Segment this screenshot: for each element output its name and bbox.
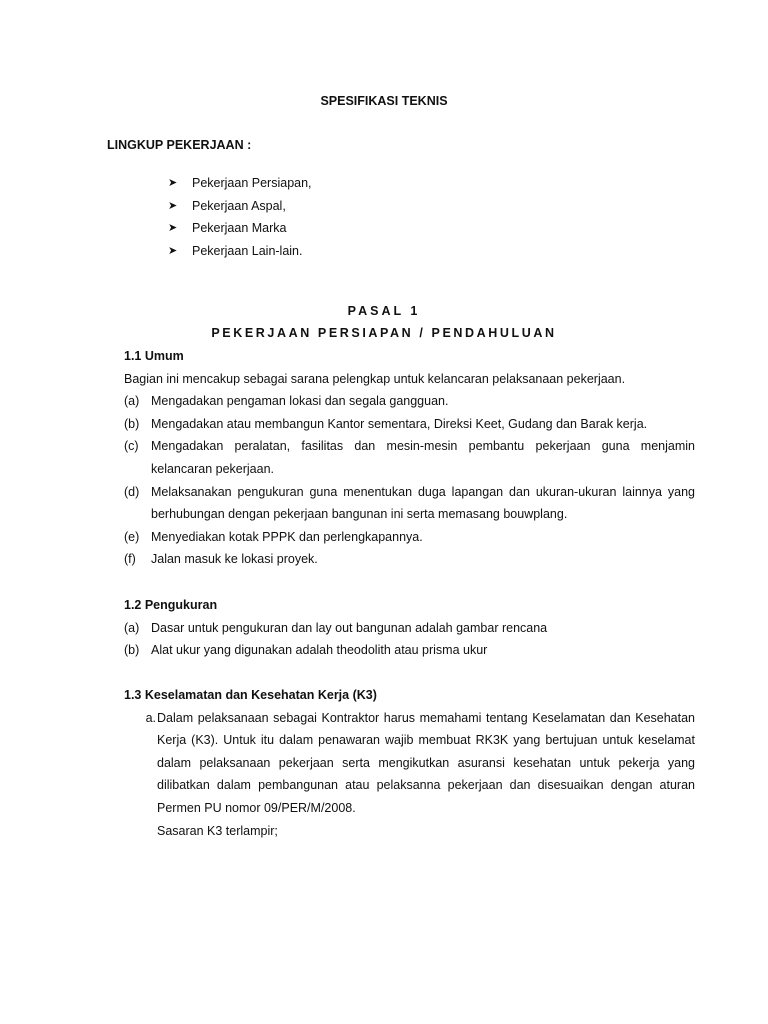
list-item: [168, 195, 312, 218]
list-item: [124, 639, 695, 662]
list-item: [168, 240, 312, 263]
scope-item-text: Pekerjaan Marka: [192, 221, 287, 236]
list-item: [168, 217, 312, 240]
scope-item-text: Pekerjaan Lain-lain.: [192, 243, 303, 258]
item-text: Mengadakan peralatan, fasilitas dan mesin-mesin pembantu pekerjaan guna menjamin kelancaran pekerjaan.: [151, 439, 695, 476]
list-item: [168, 172, 312, 195]
section-umum: [124, 345, 695, 571]
list-item: [124, 481, 695, 526]
item-text: Menyediakan kotak PPPK dan perlengkapannya.: [151, 529, 423, 544]
section-pengukuran: [124, 594, 695, 662]
item-text-line: Kerja (K3). Untuk itu dalam penawaran wajib membuat RK3K yang bertujuan untuk keselamat: [157, 733, 695, 748]
item-marker: a.: [145, 710, 156, 725]
pasal-subtitle: PEKERJAAN PERSIAPAN / PENDAHULUAN: [211, 326, 557, 340]
arrow-bullet-icon: ➤: [168, 199, 178, 212]
list-item: [124, 435, 695, 480]
scope-list: [168, 172, 312, 262]
list-item: [124, 390, 695, 413]
list-item: [124, 413, 695, 436]
document-title: SPESIFIKASI TEKNIS: [320, 94, 448, 108]
item-text: Mengadakan atau membangun Kantor sementara, Direksi Keet, Gudang dan Barak kerja.: [151, 416, 648, 431]
item-marker: (a): [124, 620, 140, 635]
item-text: Jalan masuk ke lokasi proyek.: [151, 552, 318, 567]
item-text: Melaksanakan pengukuran guna menentukan duga lapangan dan ukuran-ukuran lainnya yang berhubungan dengan pekerjaan bangunan ini serta memasang bouwplang.: [151, 484, 695, 522]
item-text: [157, 707, 695, 843]
arrow-bullet-icon: ➤: [168, 244, 178, 257]
list-item: [124, 548, 695, 571]
scope-item-text: Pekerjaan Aspal,: [192, 198, 286, 213]
item-text-line: dalam pelaksanaan pekerjaan serta mengikutkan asuransi kesehatan untuk pekerja yang: [157, 755, 695, 770]
item-marker: (d): [124, 484, 140, 499]
item-text: Mengadakan pengaman lokasi dan segala gangguan.: [151, 394, 449, 409]
section-heading: 1.1 Umum: [124, 349, 184, 363]
list-item: [124, 526, 695, 549]
item-text: Alat ukur yang digunakan adalah theodolith atau prisma ukur: [151, 643, 488, 658]
item-text-line: Permen PU nomor 09/PER/M/2008.: [157, 800, 356, 815]
list-item: [124, 707, 695, 843]
pasal-title: PASAL 1: [347, 304, 421, 318]
item-marker: (a): [124, 394, 140, 409]
arrow-bullet-icon: ➤: [168, 222, 178, 235]
item-marker: (b): [124, 416, 140, 431]
item-text-line: Dalam pelaksanaan sebagai Kontraktor harus memahami tentang Keselamatan dan Kesehatan: [157, 710, 695, 725]
section-heading: 1.3 Keselamatan dan Kesehatan Kerja (K3): [124, 688, 377, 702]
section-heading: 1.2 Pengukuran: [124, 598, 218, 612]
item-marker: (f): [124, 552, 136, 567]
item-marker: (c): [124, 439, 139, 454]
list-item: [124, 617, 695, 640]
item-marker: (b): [124, 643, 140, 658]
section-intro: Bagian ini mencakup sebagai sarana pelengkap untuk kelancaran pelaksanaan pekerjaan.: [124, 371, 626, 386]
scope-heading: LINGKUP PEKERJAAN :: [107, 138, 252, 152]
item-note: Sasaran K3 terlampir;: [157, 823, 278, 838]
item-marker: (e): [124, 529, 140, 544]
item-text-line: dilibatkan dalam pembangunan atau pelaksanna pekerjaan dan disesuaikan dengan aturan: [157, 778, 695, 793]
section-k3: [124, 684, 695, 842]
arrow-bullet-icon: ➤: [168, 177, 178, 189]
scope-item-text: Pekerjaan Persiapan,: [192, 176, 312, 190]
item-text: Dasar untuk pengukuran dan lay out bangunan adalah gambar rencana: [151, 620, 548, 635]
